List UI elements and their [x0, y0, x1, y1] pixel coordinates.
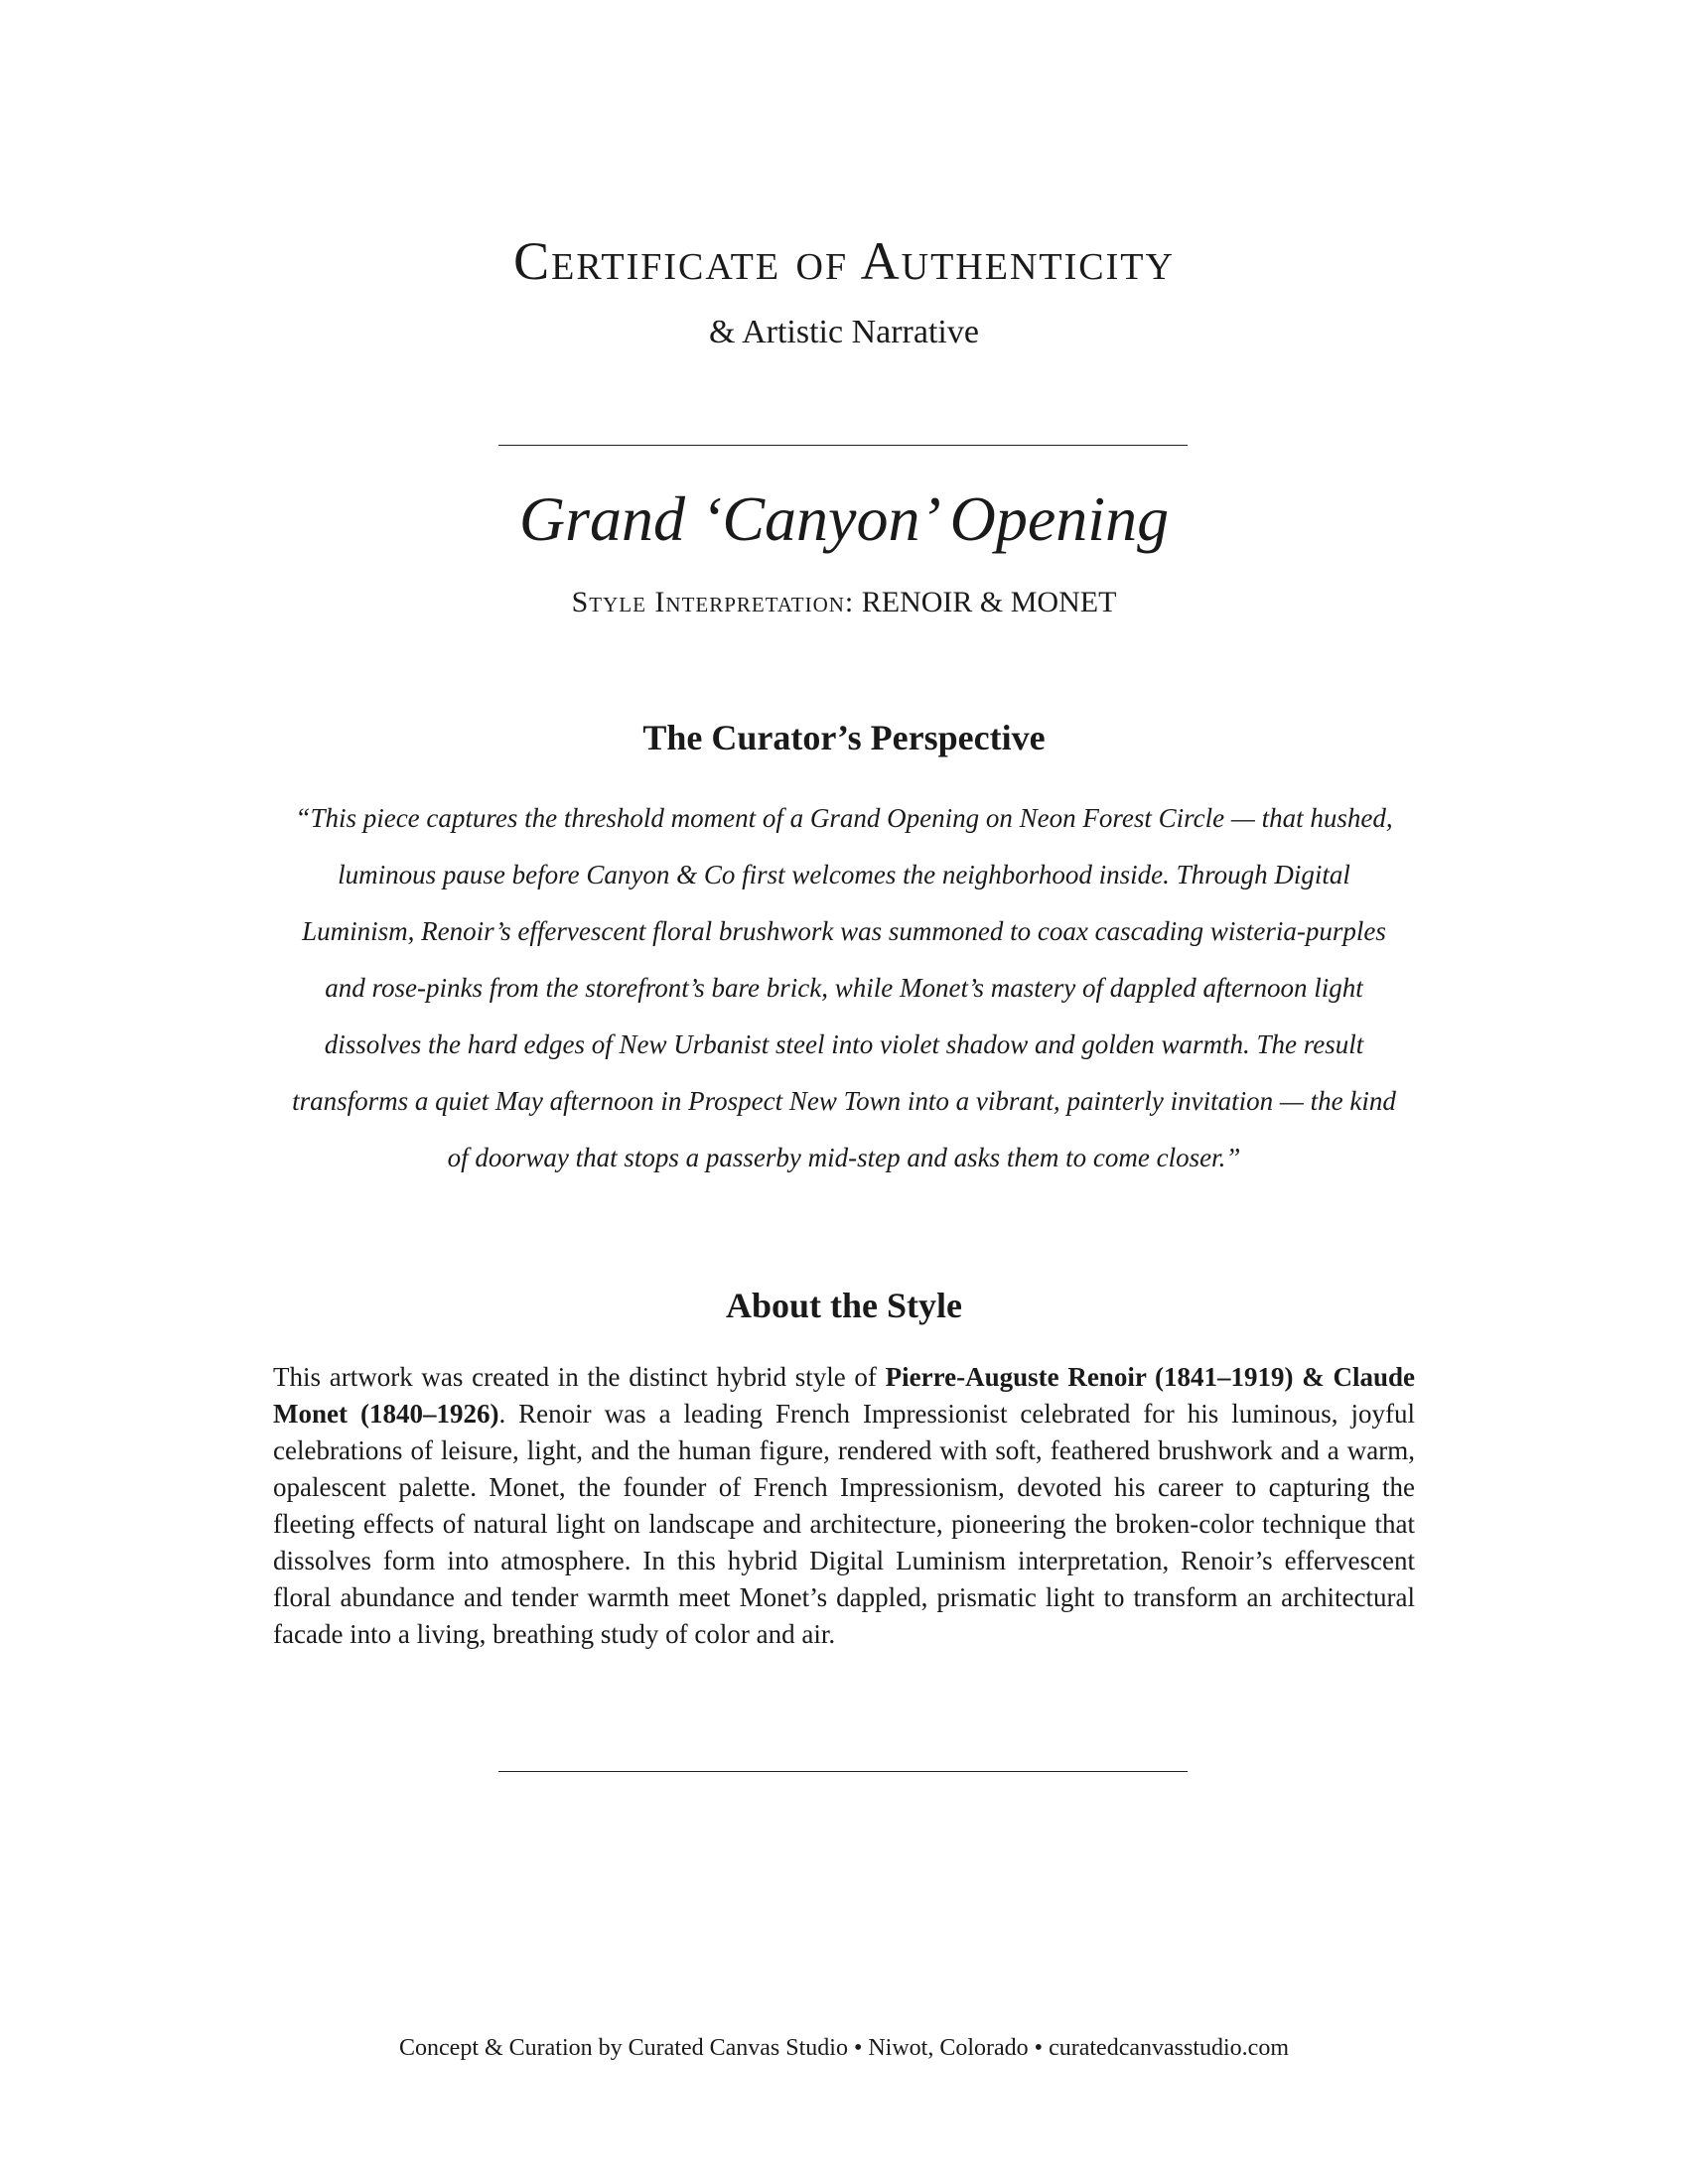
- style-interpretation-value: RENOIR & MONET: [861, 586, 1117, 618]
- about-artists: Pierre-Auguste Renoir (1841–1919) & Claude Monet (1840–1926): [273, 1362, 1415, 1429]
- curator-heading: The Curator’s Perspective: [642, 718, 1046, 757]
- style-interpretation-label: Style Interpretation:: [571, 586, 855, 618]
- certificate-subtitle: & Artistic Narrative: [709, 314, 979, 350]
- certificate-title: Certificate of Authenticity: [513, 231, 1175, 291]
- about-body-text: . Renoir was a leading French Impressionist celebrated for his luminous, joyful celebrations of leisure, light, and the human figure, rendered with soft, feathered brushwork and a warm, opalescent palette. Monet, the founder of French Impressionism, devoted his career to capturing the fleeting effects of natural light on landscape and architecture, pioneering the broken-color technique that dissolves form into atmosphere. In this hybrid Digital Luminism interpretation, Renoir’s effervescent floral abundance and tender warmth meet Monet’s dappled, prismatic light to transform an architectural facade into a living, breathing study of color and air.: [273, 1399, 1415, 1649]
- style-interpretation: [0, 586, 1688, 619]
- artwork-title: Grand ‘Canyon’ Opening: [518, 483, 1170, 554]
- bottom-divider: [498, 1771, 1188, 1772]
- about-heading: About the Style: [725, 1286, 962, 1325]
- about-intro: This artwork was created in the distinct hybrid style of: [273, 1362, 886, 1392]
- curator-quote: “This piece captures the threshold moment of a Grand Opening on Neon Forest Circle — that hushed, luminous pause before Canyon & Co first welcomes the neighborhood inside. Through Digital Luminism, Renoir’s effervescent floral brushwork was summoned to coax cascading wisteria-purples and rose-pinks from the storefront’s bare brick, while Monet’s mastery of dappled afternoon light dissolves the hard edges of New Urbanist steel into violet shadow and golden warmth. The result transforms a quiet May afternoon in Prospect New Town into a vibrant, painterly invitation — the kind of doorway that stops a passerby mid-step and asks them to come closer.”: [292, 803, 1396, 1172]
- about-paragraph: [273, 1359, 1415, 1653]
- footer-credit: Concept & Curation by Curated Canvas Studio • Niwot, Colorado • curatedcanvasstudio.com: [399, 2035, 1289, 2061]
- top-divider: [498, 445, 1188, 446]
